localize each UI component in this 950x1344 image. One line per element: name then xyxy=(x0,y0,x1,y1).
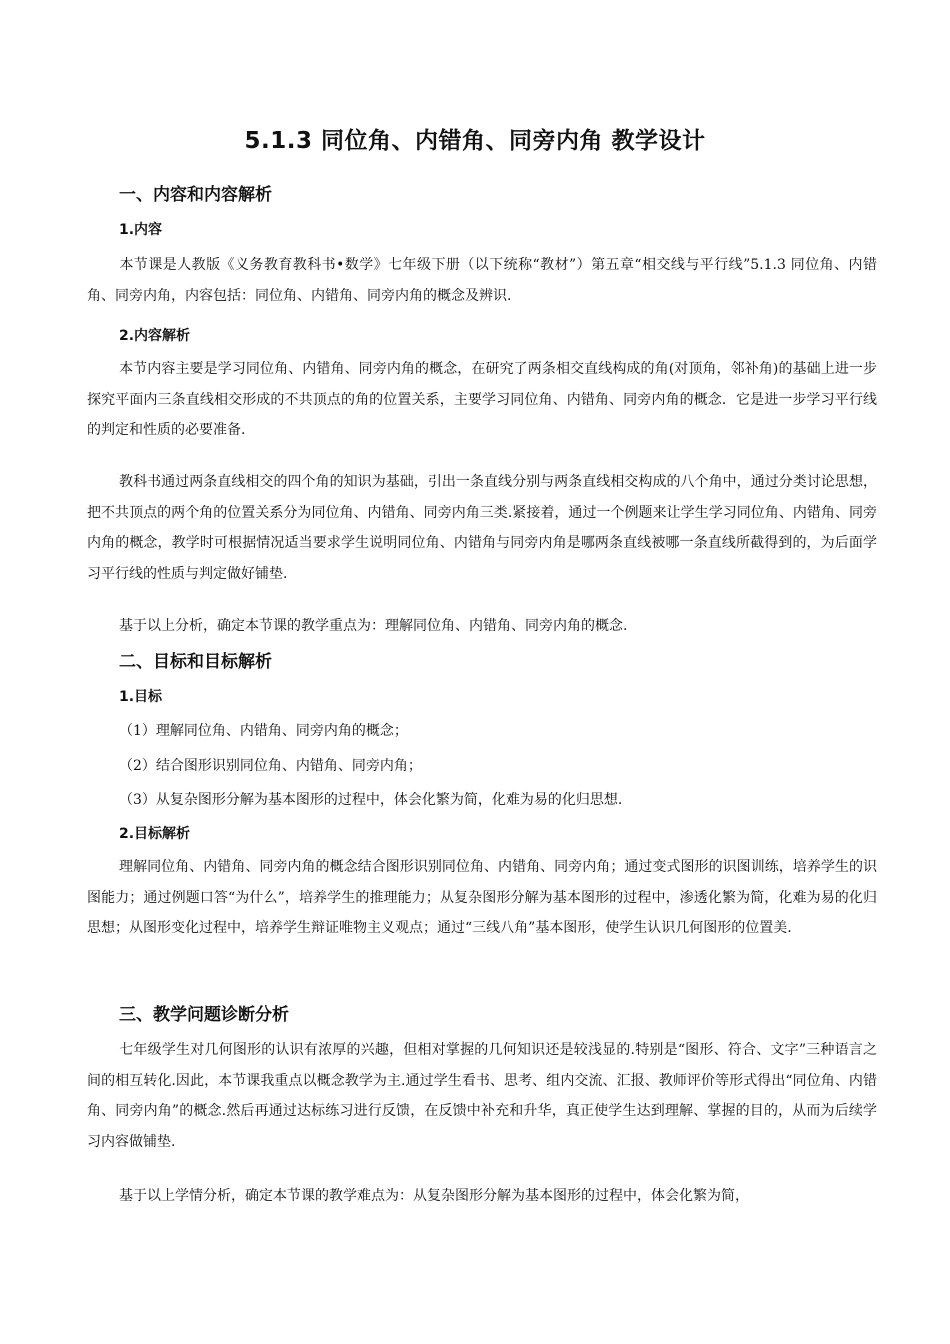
paragraph-diagnosis-1 xyxy=(87,1035,877,1157)
subheading-content: 1.内容 xyxy=(119,222,163,238)
page-title: 5.1.3 同位角、内错角、同旁内角 教学设计 xyxy=(244,128,706,154)
paragraph-content-text: 本节课是人教版《义务教育教科书•数学》七年级下册（以下统称“教材”）第五章“相交线与平行线”5.1.3 同位角、内错角、同旁内角，内容包括：同位角、内错角、同旁内角的概念及辨识. xyxy=(87,257,877,304)
paragraph-teaching-focus xyxy=(87,611,877,642)
paragraph-content-analysis-1 xyxy=(87,354,877,446)
section-heading-content: 一、内容和内容解析 xyxy=(119,185,272,205)
paragraph-diagnosis-1-text: 七年级学生对几何图形的认识有浓厚的兴趣，但相对掌握的几何知识还是较浅显的.特别是“图形、符合、文字”三种语言之间的相互转化.因此，本节课我重点以概念教学为主.通过学生看书、思考、组内交流、汇报、教师评价等形式得出“同位角、内错角、同旁内角”的概念.然后再通过达标练习进行反馈，在反馈中补充和升华，真正使学生达到理解、掌握的目的，从而为后续学习内容做铺垫. xyxy=(87,1042,877,1150)
paragraph-content xyxy=(87,250,877,311)
paragraph-diagnosis-2-text: 基于以上学情分析，确定本节课的教学难点为：从复杂图形分解为基本图形的过程中，体会化繁为简， xyxy=(119,1188,749,1204)
paragraph-diagnosis-2 xyxy=(87,1181,877,1212)
subheading-content-analysis: 2.内容解析 xyxy=(119,328,191,344)
section-heading-diagnosis: 三、教学问题诊断分析 xyxy=(119,1005,289,1025)
section-heading-goals: 二、目标和目标解析 xyxy=(119,652,272,672)
goal-item: （3）从复杂图形分解为基本图形的过程中，体会化繁为简，化难为易的化归思想. xyxy=(119,792,623,808)
paragraph-content-analysis-2 xyxy=(87,467,877,589)
paragraph-content-analysis-2-text: 教科书通过两条直线相交的四个角的知识为基础，引出一条直线分别与两条直线相交构成的八个角中，通过分类讨论思想，把不共顶点的两个角的位置关系分为同位角、内错角、同旁内角三类.紧接着，通过一个例题来让学生学习同位角、内错角、同旁内角的概念，教学时可根据情况适当要求学生说明同位角、内错角与同旁内角是哪两条直线被哪一条直线所截得到的，为后面学习平行线的性质与判定做好铺垫. xyxy=(87,474,877,582)
paragraph-content-analysis-1-text: 本节内容主要是学习同位角、内错角、同旁内角的概念，在研究了两条相交直线构成的角(对顶角，邻补角)的基础上进一步探究平面内三条直线相交形成的不共顶点的角的位置关系，主要学习同位角、内错角、同旁内角的概念．它是进一步学习平行线的判定和性质的必要准备. xyxy=(87,361,877,438)
paragraph-teaching-focus-text: 基于以上分析，确定本节课的教学重点为：理解同位角、内错角、同旁内角的概念. xyxy=(119,618,628,634)
goal-item: （1）理解同位角、内错角、同旁内角的概念； xyxy=(119,723,408,739)
goal-item: （2）结合图形识别同位角、内错角、同旁内角； xyxy=(119,758,422,774)
subheading-goals: 1.目标 xyxy=(119,689,163,705)
paragraph-goals-analysis-text: 理解同位角、内错角、同旁内角的概念结合图形识别同位角、内错角、同旁内角；通过变式图形的识图训练，培养学生的识图能力；通过例题口答“为什么”，培养学生的推理能力；从复杂图形分解为基本图形的过程中，渗透化繁为简，化难为易的化归思想；从图形变化过程中，培养学生辩证唯物主义观点；通过“三线八角”基本图形，使学生认识几何图形的位置美. xyxy=(87,859,877,936)
subheading-goals-analysis: 2.目标解析 xyxy=(119,826,191,842)
paragraph-goals-analysis xyxy=(87,852,877,944)
